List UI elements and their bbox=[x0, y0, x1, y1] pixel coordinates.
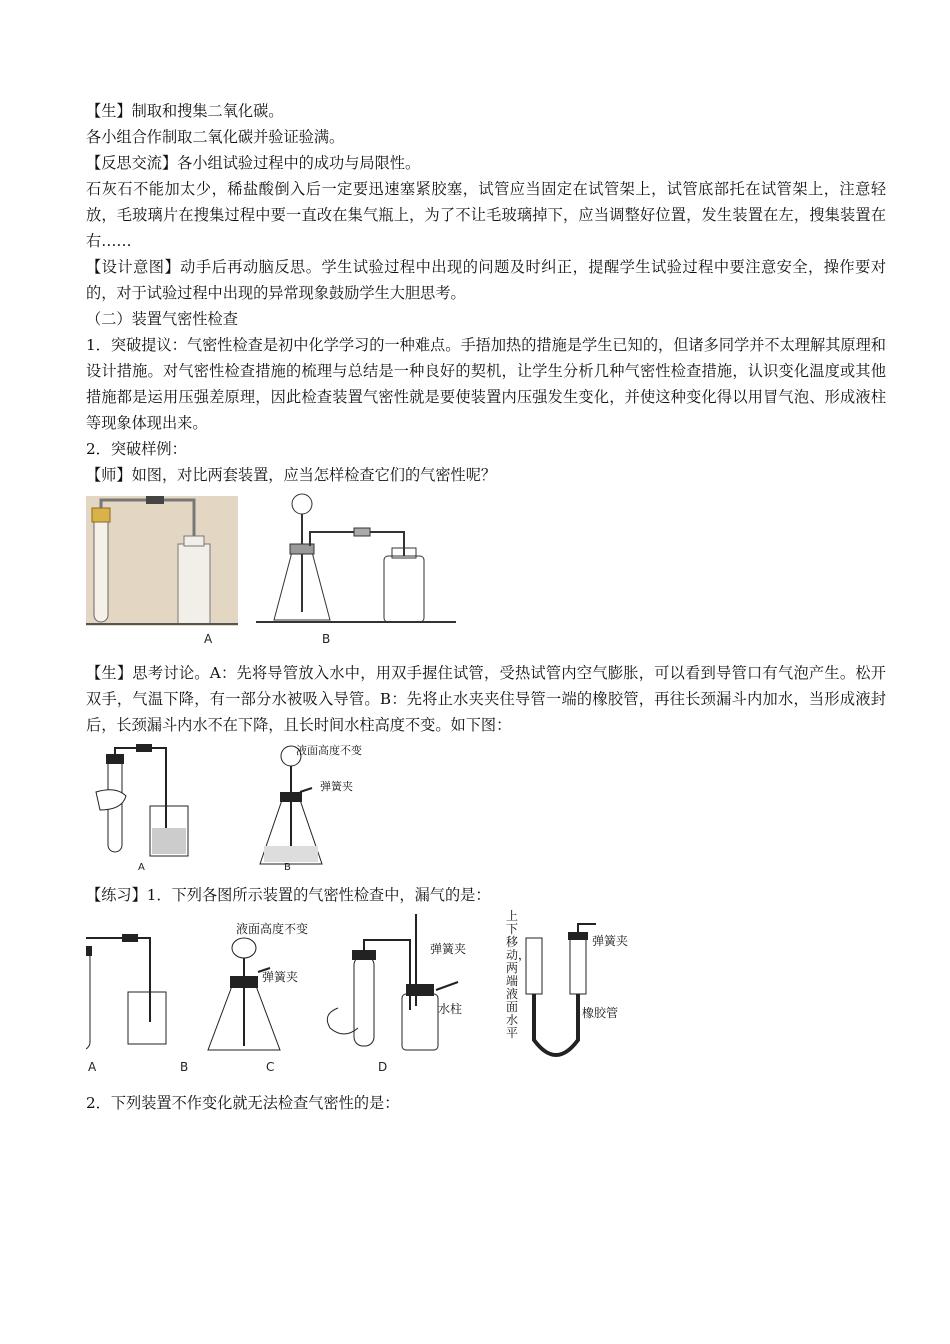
figure-exercise-options bbox=[86, 910, 886, 1090]
label-water-column: 水柱 bbox=[438, 1002, 463, 1016]
exercise-1-question: 【练习】1．下列各图所示装置的气密性检查中，漏气的是： bbox=[86, 886, 491, 904]
figure2-caption-a: A bbox=[138, 862, 145, 873]
figure3-caption-d: D bbox=[378, 1060, 388, 1074]
figure3-caption-a: A bbox=[88, 1060, 97, 1074]
figure3-caption-b: B bbox=[180, 1060, 189, 1074]
reflection-heading: 【反思交流】各小组试验过程中的成功与局限性。 bbox=[86, 154, 421, 172]
label-move-vertical: 上下移动，两端液面水平 bbox=[506, 909, 531, 1040]
figure3-caption-c: C bbox=[266, 1060, 275, 1074]
exercise-2-question: 2．下列装置不作变化就无法检查气密性的是： bbox=[86, 1094, 400, 1112]
label-level-constant-c: 液面高度不变 bbox=[236, 922, 309, 936]
figure-compare-apparatus bbox=[86, 492, 886, 660]
teacher-question: 【师】如图，对比两套装置，应当怎样检查它们的气密性呢？ bbox=[86, 466, 497, 484]
apparatus-figure-3 bbox=[86, 910, 656, 1080]
label-level-constant: 液面高度不变 bbox=[296, 744, 362, 757]
reflection-paragraph: 石灰石不能加太少，稀盐酸倒入后一定要迅速塞紧胶塞，试管应当固定在试管架上，试管底部托在试管架上，注意轻放，毛玻璃片在搜集过程中要一直改在集气瓶上，为了不让毛玻璃掉下，应当调整好位置，发生装置在左，搜集装置在右…… bbox=[86, 180, 886, 250]
figure-airtightness-method bbox=[86, 742, 886, 882]
label-spring-clamp-c: 弹簧夹 bbox=[262, 970, 299, 984]
student-line-2: 各小组合作制取二氧化碳并验证验满。 bbox=[86, 128, 345, 146]
label-spring-clamp: 弹簧夹 bbox=[320, 780, 353, 793]
figure2-caption-b: B bbox=[284, 862, 291, 873]
document-page bbox=[86, 96, 886, 1116]
student-discussion-paragraph: 【生】思考讨论。A：先将导管放入水中，用双手握住试管，受热试管内空气膨胀，可以看到导管口有气泡产生。松开双手，气温下降，有一部分水被吸入导管。B：先将止水夹夹住导管一端的橡胶管，再往长颈漏斗内加水，当形成液封后，长颈漏斗内水不在下降，且长时间水柱高度不变。如下图： bbox=[86, 664, 886, 734]
design-intent-paragraph: 【设计意图】动手后再动脑反思。学生试验过程中出现的问题及时纠正，提醒学生试验过程中要注意安全，操作要对的，对于试验过程中出现的异常现象鼓励学生大胆思考。 bbox=[86, 258, 886, 302]
label-spring-clamp-e: 弹簧夹 bbox=[592, 934, 629, 948]
student-line-1: 【生】制取和搜集二氧化碳。 bbox=[86, 102, 284, 120]
figure1-caption-b: B bbox=[322, 632, 331, 646]
figure1-caption-a: A bbox=[204, 632, 213, 646]
label-rubber-tube: 橡胶管 bbox=[582, 1006, 619, 1020]
breakthrough-suggestion-paragraph: 1．突破提议：气密性检查是初中化学学习的一种难点。手捂加热的措施是学生已知的，但诸多同学并不太理解其原理和设计措施。对气密性检查措施的梳理与总结是一种良好的契机，让学生分析几种气密性检查措施，认识变化温度或其他措施都是运用压强差原理，因此检查装置气密性就是要使装置内压强发生变化，并使这种变化得以用冒气泡、形成液柱等现象体现出来。 bbox=[86, 336, 886, 432]
section-heading-airtightness: （二）装置气密性检查 bbox=[86, 310, 238, 328]
label-spring-clamp-d: 弹簧夹 bbox=[430, 942, 467, 956]
breakthrough-example-heading: 2．突破样例： bbox=[86, 440, 187, 458]
apparatus-figure-1 bbox=[86, 492, 456, 642]
apparatus-figure-2 bbox=[86, 742, 346, 874]
